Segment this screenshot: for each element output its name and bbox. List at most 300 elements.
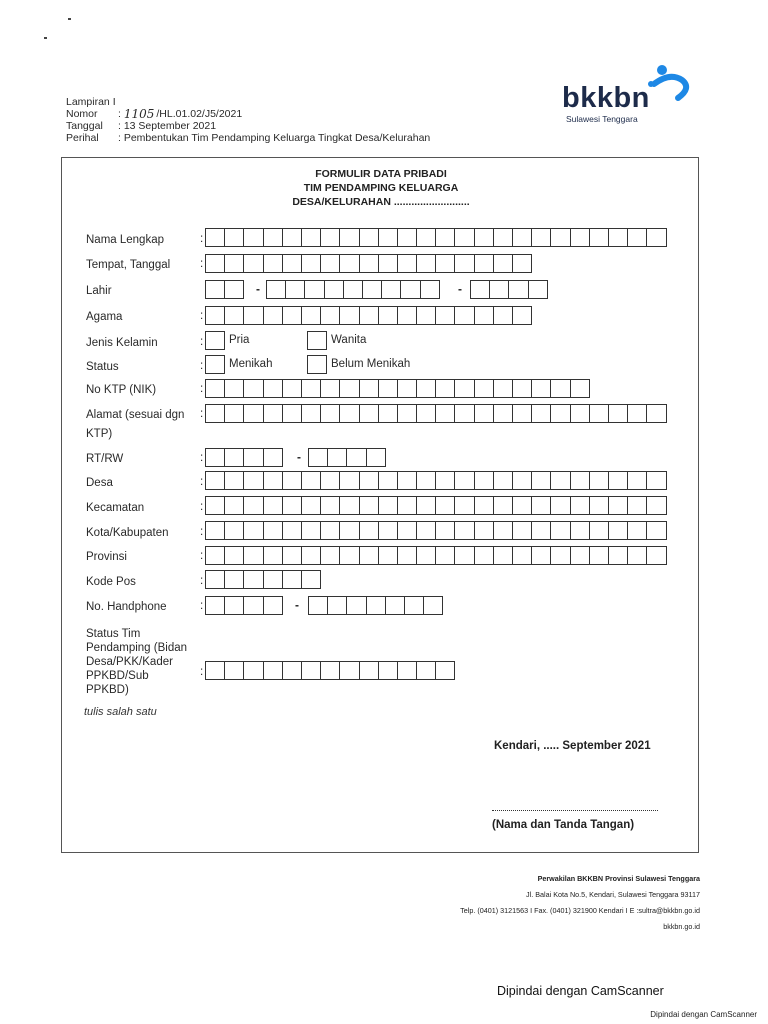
char-box[interactable] xyxy=(205,448,225,467)
char-box[interactable] xyxy=(550,471,570,490)
char-box[interactable] xyxy=(435,404,455,423)
char-box[interactable] xyxy=(416,661,436,680)
char-box[interactable] xyxy=(378,661,398,680)
char-box[interactable] xyxy=(339,496,359,515)
char-box[interactable] xyxy=(285,280,305,299)
char-box[interactable] xyxy=(224,379,244,398)
char-box[interactable] xyxy=(435,521,455,540)
char-box[interactable] xyxy=(570,471,590,490)
char-box[interactable] xyxy=(493,254,513,273)
char-box[interactable] xyxy=(224,448,244,467)
char-box[interactable] xyxy=(301,496,321,515)
char-box[interactable] xyxy=(282,570,302,589)
char-box[interactable] xyxy=(320,546,340,565)
char-box[interactable] xyxy=(627,228,647,247)
char-box[interactable] xyxy=(512,306,532,325)
char-box[interactable] xyxy=(454,228,474,247)
char-box[interactable] xyxy=(320,404,340,423)
char-box[interactable] xyxy=(378,521,398,540)
char-box[interactable] xyxy=(263,379,283,398)
checkbox-pria[interactable] xyxy=(205,331,225,350)
char-box[interactable] xyxy=(243,546,263,565)
char-box[interactable] xyxy=(224,570,244,589)
input-kecamatan[interactable] xyxy=(205,496,666,515)
signature-line xyxy=(492,810,658,811)
form-title-line3: DESA/KELURAHAN .......................... xyxy=(292,196,470,208)
char-box[interactable] xyxy=(378,404,398,423)
char-box[interactable] xyxy=(550,496,570,515)
char-box[interactable] xyxy=(301,661,321,680)
char-box[interactable] xyxy=(397,471,417,490)
char-box[interactable] xyxy=(308,448,328,467)
char-box[interactable] xyxy=(224,596,244,615)
char-box[interactable] xyxy=(346,596,366,615)
input-agama[interactable] xyxy=(205,306,531,325)
logo-wordmark: bkkbn xyxy=(562,82,650,114)
input-kota[interactable] xyxy=(205,521,666,540)
char-box[interactable] xyxy=(243,661,263,680)
label-desa: Desa xyxy=(86,477,113,489)
char-box[interactable] xyxy=(454,404,474,423)
char-box[interactable] xyxy=(404,596,424,615)
char-box[interactable] xyxy=(454,306,474,325)
char-box[interactable] xyxy=(282,471,302,490)
char-box[interactable] xyxy=(589,404,609,423)
char-box[interactable] xyxy=(301,306,321,325)
char-box[interactable] xyxy=(339,471,359,490)
char-box[interactable] xyxy=(474,546,494,565)
char-box[interactable] xyxy=(301,546,321,565)
char-box[interactable] xyxy=(454,379,474,398)
char-box[interactable] xyxy=(243,306,263,325)
char-box[interactable] xyxy=(263,306,283,325)
char-box[interactable] xyxy=(320,254,340,273)
char-box[interactable] xyxy=(512,404,532,423)
char-box[interactable] xyxy=(397,496,417,515)
char-box[interactable] xyxy=(435,306,455,325)
char-box[interactable] xyxy=(263,661,283,680)
char-box[interactable] xyxy=(550,228,570,247)
char-box[interactable] xyxy=(416,521,436,540)
char-box[interactable] xyxy=(550,521,570,540)
logo-subtitle: Sulawesi Tenggara xyxy=(566,114,638,124)
char-box[interactable] xyxy=(243,228,263,247)
char-box[interactable] xyxy=(224,661,244,680)
char-box[interactable] xyxy=(343,280,363,299)
char-box[interactable] xyxy=(489,280,509,299)
char-box[interactable] xyxy=(474,471,494,490)
char-box[interactable] xyxy=(420,280,440,299)
char-box[interactable] xyxy=(243,521,263,540)
char-box[interactable] xyxy=(528,280,548,299)
char-box[interactable] xyxy=(627,546,647,565)
char-box[interactable] xyxy=(589,496,609,515)
char-box[interactable] xyxy=(646,521,666,540)
char-box[interactable] xyxy=(378,379,398,398)
char-box[interactable] xyxy=(282,254,302,273)
char-box[interactable] xyxy=(646,496,666,515)
char-box[interactable] xyxy=(378,306,398,325)
footer-office: Perwakilan BKKBN Provinsi Sulawesi Tenggara xyxy=(537,874,700,883)
char-box[interactable] xyxy=(224,496,244,515)
char-box[interactable] xyxy=(493,404,513,423)
char-box[interactable] xyxy=(301,228,321,247)
label-alamat-1: Alamat (sesuai dgn xyxy=(86,409,185,421)
char-box[interactable] xyxy=(282,228,302,247)
char-box[interactable] xyxy=(320,306,340,325)
char-box[interactable] xyxy=(627,496,647,515)
input-desa[interactable] xyxy=(205,471,666,490)
char-box[interactable] xyxy=(205,471,225,490)
char-box[interactable] xyxy=(224,228,244,247)
char-box[interactable] xyxy=(224,280,244,299)
char-box[interactable] xyxy=(205,379,225,398)
char-box[interactable] xyxy=(339,254,359,273)
char-box[interactable] xyxy=(531,521,551,540)
char-box[interactable] xyxy=(243,471,263,490)
char-box[interactable] xyxy=(282,546,302,565)
label-alamat-2: KTP) xyxy=(86,428,113,440)
char-box[interactable] xyxy=(416,379,436,398)
char-box[interactable] xyxy=(627,471,647,490)
input-hp-prefix[interactable] xyxy=(205,596,282,615)
char-box[interactable] xyxy=(263,448,283,467)
char-box[interactable] xyxy=(243,404,263,423)
char-box[interactable] xyxy=(474,521,494,540)
char-box[interactable] xyxy=(301,570,321,589)
char-box[interactable] xyxy=(308,596,328,615)
char-box[interactable] xyxy=(205,661,225,680)
char-box[interactable] xyxy=(416,404,436,423)
checkbox-menikah[interactable] xyxy=(205,355,225,374)
char-box[interactable] xyxy=(205,280,225,299)
char-box[interactable] xyxy=(301,471,321,490)
char-box[interactable] xyxy=(263,521,283,540)
char-box[interactable] xyxy=(320,661,340,680)
char-box[interactable] xyxy=(263,404,283,423)
char-box[interactable] xyxy=(205,228,225,247)
char-box[interactable] xyxy=(397,254,417,273)
input-provinsi[interactable] xyxy=(205,546,666,565)
char-box[interactable] xyxy=(282,404,302,423)
label-agama: Agama xyxy=(86,311,123,323)
char-box[interactable] xyxy=(320,471,340,490)
char-box[interactable] xyxy=(301,379,321,398)
char-box[interactable] xyxy=(531,546,551,565)
char-box[interactable] xyxy=(512,379,532,398)
input-tgl-day[interactable] xyxy=(205,280,243,299)
char-box[interactable] xyxy=(454,496,474,515)
input-rt[interactable] xyxy=(205,448,282,467)
label-tim-3: Desa/PKK/Kader xyxy=(86,656,173,668)
footer-website: bkkbn.go.id xyxy=(663,922,700,931)
char-box[interactable] xyxy=(385,596,405,615)
char-box[interactable] xyxy=(531,228,551,247)
char-box[interactable] xyxy=(205,306,225,325)
tanggal-value: : 13 September 2021 xyxy=(118,120,217,132)
label-tempat: Tempat, Tanggal xyxy=(86,259,171,271)
char-box[interactable] xyxy=(339,546,359,565)
char-box[interactable] xyxy=(470,280,490,299)
char-box[interactable] xyxy=(282,306,302,325)
input-status-tim[interactable] xyxy=(205,661,454,680)
input-ktp[interactable] xyxy=(205,379,589,398)
char-box[interactable] xyxy=(282,496,302,515)
char-box[interactable] xyxy=(366,596,386,615)
char-box[interactable] xyxy=(324,280,344,299)
char-box[interactable] xyxy=(570,496,590,515)
char-box[interactable] xyxy=(263,228,283,247)
char-box[interactable] xyxy=(359,379,379,398)
label-nama: Nama Lengkap xyxy=(86,234,164,246)
char-box[interactable] xyxy=(474,496,494,515)
char-box[interactable] xyxy=(263,546,283,565)
char-box[interactable] xyxy=(327,448,347,467)
char-box[interactable] xyxy=(263,254,283,273)
char-box[interactable] xyxy=(608,496,628,515)
char-box[interactable] xyxy=(508,280,528,299)
char-box[interactable] xyxy=(608,228,628,247)
char-box[interactable] xyxy=(570,404,590,423)
char-box[interactable] xyxy=(435,661,455,680)
char-box[interactable] xyxy=(550,546,570,565)
char-box[interactable] xyxy=(474,379,494,398)
char-box[interactable] xyxy=(339,379,359,398)
input-tempat[interactable] xyxy=(205,254,531,273)
char-box[interactable] xyxy=(320,496,340,515)
char-box[interactable] xyxy=(493,521,513,540)
char-box[interactable] xyxy=(531,496,551,515)
char-box[interactable] xyxy=(646,546,666,565)
char-box[interactable] xyxy=(224,404,244,423)
char-box[interactable] xyxy=(435,228,455,247)
char-box[interactable] xyxy=(416,546,436,565)
char-box[interactable] xyxy=(435,254,455,273)
label-tim-4: PPKBD/Sub xyxy=(86,670,149,682)
input-hp-number[interactable] xyxy=(308,596,442,615)
char-box[interactable] xyxy=(570,546,590,565)
input-tgl-month[interactable] xyxy=(266,280,439,299)
char-box[interactable] xyxy=(531,404,551,423)
char-box[interactable] xyxy=(512,546,532,565)
char-box[interactable] xyxy=(646,404,666,423)
char-box[interactable] xyxy=(416,254,436,273)
char-box[interactable] xyxy=(320,521,340,540)
char-box[interactable] xyxy=(282,379,302,398)
char-box[interactable] xyxy=(435,496,455,515)
char-box[interactable] xyxy=(339,404,359,423)
perihal-label: Perihal xyxy=(66,132,99,144)
option-menikah: Menikah xyxy=(229,358,273,370)
lampiran-label: Lampiran I xyxy=(66,96,116,108)
char-box[interactable] xyxy=(493,379,513,398)
char-box[interactable] xyxy=(397,404,417,423)
checkbox-wanita[interactable] xyxy=(307,331,327,350)
char-box[interactable] xyxy=(531,379,551,398)
char-box[interactable] xyxy=(435,471,455,490)
char-box[interactable] xyxy=(205,254,225,273)
char-box[interactable] xyxy=(627,404,647,423)
char-box[interactable] xyxy=(512,254,532,273)
char-box[interactable] xyxy=(454,521,474,540)
char-box[interactable] xyxy=(362,280,382,299)
char-box[interactable] xyxy=(378,228,398,247)
char-box[interactable] xyxy=(589,471,609,490)
input-kode-pos[interactable] xyxy=(205,570,320,589)
char-box[interactable] xyxy=(570,521,590,540)
char-box[interactable] xyxy=(454,254,474,273)
char-box[interactable] xyxy=(205,570,225,589)
char-box[interactable] xyxy=(243,379,263,398)
char-box[interactable] xyxy=(224,254,244,273)
footer-contact: Telp. (0401) 3121563 I Fax. (0401) 321900 Kendari I E :sultra@bkkbn.go.id xyxy=(460,906,700,915)
char-box[interactable] xyxy=(224,471,244,490)
char-box[interactable] xyxy=(608,404,628,423)
char-box[interactable] xyxy=(435,379,455,398)
char-box[interactable] xyxy=(320,228,340,247)
char-box[interactable] xyxy=(359,546,379,565)
char-box[interactable] xyxy=(423,596,443,615)
char-box[interactable] xyxy=(378,546,398,565)
scan-speck xyxy=(68,18,71,20)
char-box[interactable] xyxy=(454,471,474,490)
char-box[interactable] xyxy=(359,661,379,680)
char-box[interactable] xyxy=(263,570,283,589)
char-box[interactable] xyxy=(243,496,263,515)
char-box[interactable] xyxy=(550,404,570,423)
char-box[interactable] xyxy=(266,280,286,299)
char-box[interactable] xyxy=(359,496,379,515)
char-box[interactable] xyxy=(327,596,347,615)
char-box[interactable] xyxy=(531,471,551,490)
char-box[interactable] xyxy=(263,496,283,515)
char-box[interactable] xyxy=(435,546,455,565)
char-box[interactable] xyxy=(282,521,302,540)
char-box[interactable] xyxy=(346,448,366,467)
char-box[interactable] xyxy=(224,306,244,325)
char-box[interactable] xyxy=(301,254,321,273)
label-kota: Kota/Kabupaten xyxy=(86,527,169,539)
char-box[interactable] xyxy=(493,546,513,565)
char-box[interactable] xyxy=(627,521,647,540)
char-box[interactable] xyxy=(243,254,263,273)
char-box[interactable] xyxy=(339,228,359,247)
char-box[interactable] xyxy=(493,306,513,325)
char-box[interactable] xyxy=(512,228,532,247)
char-box[interactable] xyxy=(474,254,494,273)
scan-speck xyxy=(44,37,47,39)
label-tim-5: PPKBD) xyxy=(86,684,129,696)
char-box[interactable] xyxy=(224,521,244,540)
char-box[interactable] xyxy=(397,306,417,325)
char-box[interactable] xyxy=(570,228,590,247)
char-box[interactable] xyxy=(416,306,436,325)
input-alamat[interactable] xyxy=(205,404,666,423)
char-box[interactable] xyxy=(320,379,340,398)
char-box[interactable] xyxy=(608,521,628,540)
char-box[interactable] xyxy=(397,546,417,565)
char-box[interactable] xyxy=(263,471,283,490)
bkkbn-swirl-icon xyxy=(648,64,700,104)
char-box[interactable] xyxy=(359,306,379,325)
char-box[interactable] xyxy=(378,496,398,515)
input-tgl-year[interactable] xyxy=(470,280,547,299)
char-box[interactable] xyxy=(205,596,225,615)
char-box[interactable] xyxy=(397,228,417,247)
char-box[interactable] xyxy=(474,306,494,325)
char-box[interactable] xyxy=(381,280,401,299)
char-box[interactable] xyxy=(646,228,666,247)
char-box[interactable] xyxy=(416,228,436,247)
char-box[interactable] xyxy=(205,546,225,565)
input-rw[interactable] xyxy=(308,448,385,467)
char-box[interactable] xyxy=(205,496,225,515)
char-box[interactable] xyxy=(243,448,263,467)
char-box[interactable] xyxy=(608,471,628,490)
char-box[interactable] xyxy=(339,661,359,680)
char-box[interactable] xyxy=(589,228,609,247)
char-box[interactable] xyxy=(589,521,609,540)
char-box[interactable] xyxy=(493,496,513,515)
char-box[interactable] xyxy=(339,521,359,540)
char-box[interactable] xyxy=(301,404,321,423)
char-box[interactable] xyxy=(512,496,532,515)
char-box[interactable] xyxy=(205,521,225,540)
char-box[interactable] xyxy=(282,661,302,680)
char-box[interactable] xyxy=(493,471,513,490)
char-box[interactable] xyxy=(493,228,513,247)
char-box[interactable] xyxy=(205,404,225,423)
char-box[interactable] xyxy=(359,471,379,490)
char-box[interactable] xyxy=(550,379,570,398)
char-box[interactable] xyxy=(243,570,263,589)
char-box[interactable] xyxy=(608,546,628,565)
char-box[interactable] xyxy=(512,521,532,540)
char-box[interactable] xyxy=(378,471,398,490)
char-box[interactable] xyxy=(397,379,417,398)
label-hp: No. Handphone xyxy=(86,601,167,613)
char-box[interactable] xyxy=(339,306,359,325)
char-box[interactable] xyxy=(416,471,436,490)
input-nama[interactable] xyxy=(205,228,666,247)
char-box[interactable] xyxy=(474,404,494,423)
char-box[interactable] xyxy=(378,254,398,273)
char-box[interactable] xyxy=(570,379,590,398)
option-pria: Pria xyxy=(229,334,250,346)
char-box[interactable] xyxy=(512,471,532,490)
char-box[interactable] xyxy=(359,254,379,273)
char-box[interactable] xyxy=(359,521,379,540)
char-box[interactable] xyxy=(400,280,420,299)
char-box[interactable] xyxy=(646,471,666,490)
checkbox-belum-menikah[interactable] xyxy=(307,355,327,374)
char-box[interactable] xyxy=(224,546,244,565)
camscanner-watermark-small: Dipindai dengan CamScanner xyxy=(650,1010,757,1019)
char-box[interactable] xyxy=(474,228,494,247)
char-box[interactable] xyxy=(589,546,609,565)
char-box[interactable] xyxy=(243,596,263,615)
char-box[interactable] xyxy=(301,521,321,540)
char-box[interactable] xyxy=(397,661,417,680)
char-box[interactable] xyxy=(454,546,474,565)
char-box[interactable] xyxy=(397,521,417,540)
char-box[interactable] xyxy=(263,596,283,615)
char-box[interactable] xyxy=(304,280,324,299)
char-box[interactable] xyxy=(359,404,379,423)
char-box[interactable] xyxy=(366,448,386,467)
char-box[interactable] xyxy=(359,228,379,247)
char-box[interactable] xyxy=(416,496,436,515)
